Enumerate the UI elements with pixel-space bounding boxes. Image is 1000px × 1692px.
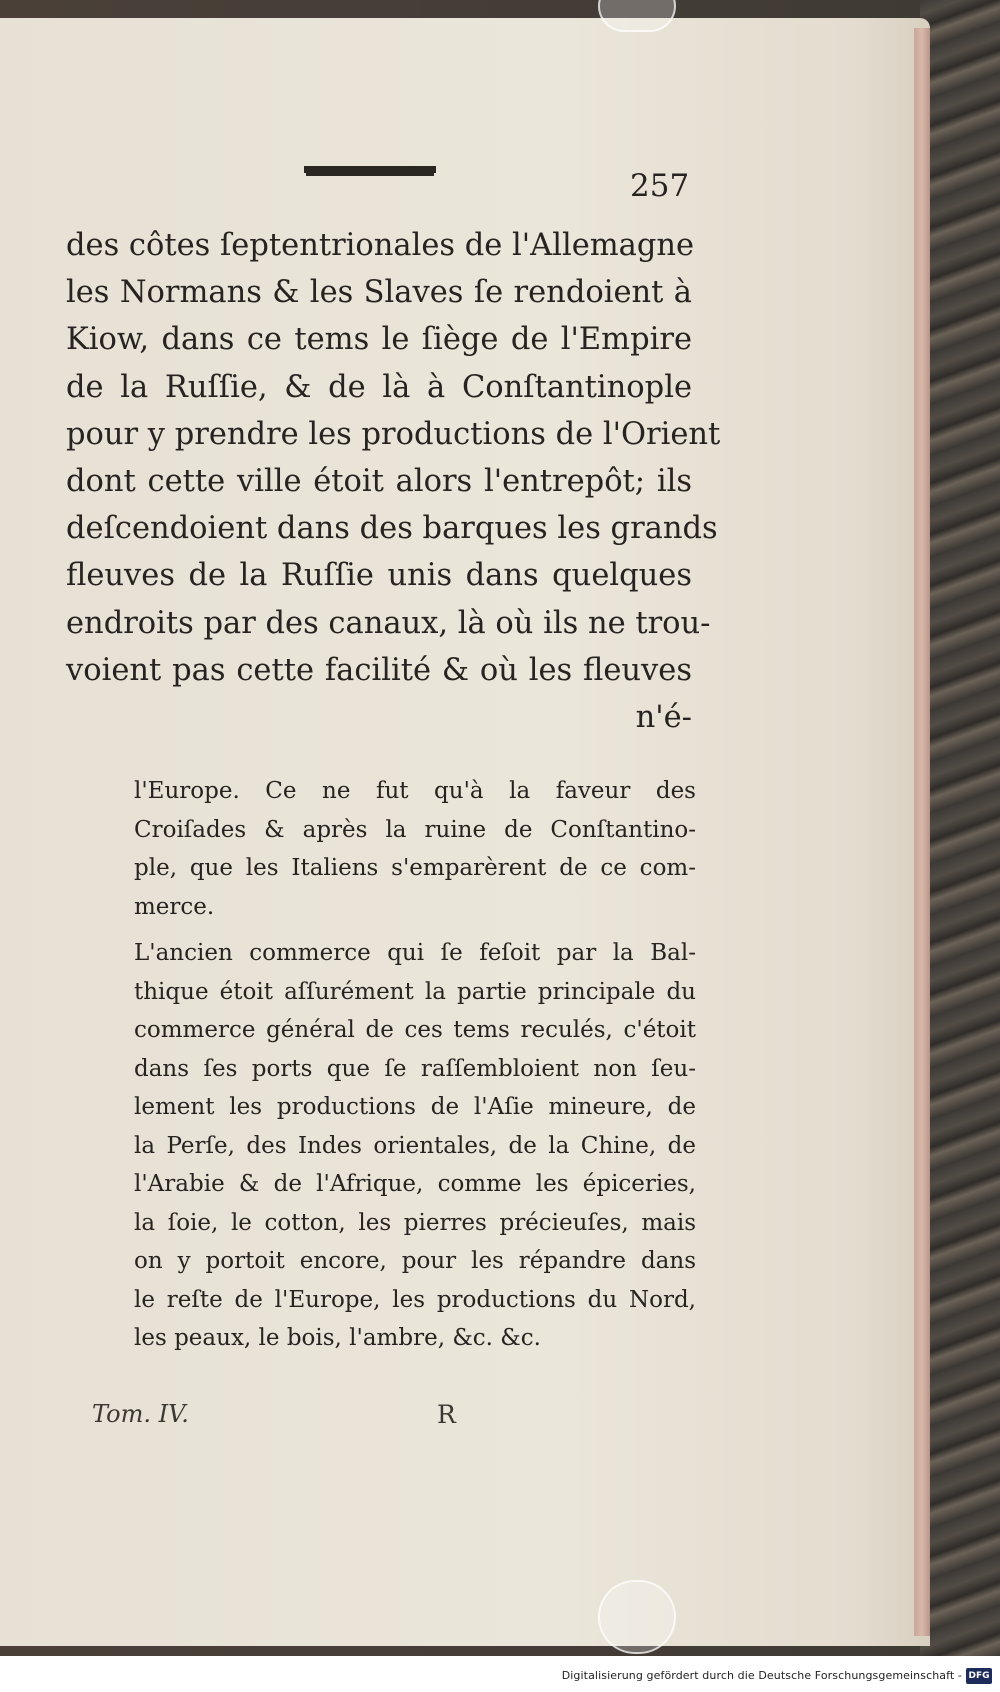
footnote-paragraph-line: la Perſe, des Indes orientales, de la Chine, de — [134, 1132, 696, 1159]
footnote-paragraph-line: les peaux, le bois, l'ambre, &c. &c. — [134, 1325, 541, 1351]
footnote-paragraph-line: l'Arabie & de l'Afrique, comme les épiceries, — [134, 1171, 696, 1197]
footnote-paragraph-line: lement les productions de l'Aſie mineure, de — [134, 1094, 696, 1120]
main-text-line: dont cette ville étoit alors l'entrepôt; ils — [66, 464, 692, 500]
main-text-line: pour y prendre les productions de l'Orient — [66, 416, 721, 452]
footnote-paragraph-line: commerce général de ces tems reculés, c'étoit — [134, 1017, 696, 1043]
credit-bar — [0, 1656, 1000, 1692]
main-text-line: Kiow, dans ce tems le ſiège de l'Empire — [66, 322, 692, 358]
catchword: n'é- — [635, 700, 692, 736]
main-text-line: des côtes ſeptentrionales de l'Allemagne — [66, 228, 695, 263]
footnote-paragraph-line: thique étoit aſſurément la partie principale du — [134, 978, 696, 1005]
footnote-line: Croiſades & après la ruine de Conſtantino- — [134, 816, 696, 843]
footnote-paragraph-line: le reſte de l'Europe, les productions du Nord, — [134, 1286, 696, 1313]
paragraph-gap — [134, 926, 696, 934]
page-edge — [914, 28, 930, 1636]
header-rule — [304, 166, 436, 173]
book-cover-edge — [920, 0, 1000, 1660]
dfg-logo: DFG — [966, 1668, 992, 1684]
digitization-credit: Digitalisierung gefördert durch die Deutsche Forschungsgemeinschaft - — [561, 1669, 962, 1682]
volume-mark: Tom. IV. — [92, 1400, 189, 1428]
signature-letter: R — [437, 1400, 456, 1429]
main-text-line: voient pas cette facilité & où les fleuves — [66, 652, 692, 688]
page-number: 257 — [630, 168, 690, 204]
page-clip-bottom — [598, 1580, 676, 1654]
main-text-line: deſcendoient dans des barques les grands — [66, 511, 718, 547]
footnote-paragraph-line: L'ancien commerce qui ſe feſoit par la Bal- — [134, 940, 696, 966]
main-text-line: de la Ruſſie, & de là à Conſtantinople — [66, 369, 692, 405]
main-text-line: endroits par des canaux, là où ils ne trou- — [66, 605, 711, 641]
footnote-paragraph-line: la ſoie, le cotton, les pierres précieuſes, mais — [134, 1209, 696, 1236]
footnote-line: ple, que les Italiens s'emparèrent de ce com- — [134, 855, 696, 881]
footnote-line: l'Europe. Ce ne fut qu'à la faveur des — [134, 778, 696, 804]
footnote-block — [134, 772, 696, 1358]
main-text-block — [66, 222, 721, 741]
page-clip-top — [598, 0, 676, 32]
footnote-paragraph-line: on y portoit encore, pour les répandre dans — [134, 1248, 696, 1274]
main-text-line: les Normans & les Slaves ſe rendoient à — [66, 275, 692, 311]
main-text-line: fleuves de la Ruſſie unis dans quelques — [66, 558, 692, 594]
footnote-paragraph-line: dans ſes ports que ſe raſſembloient non ſeu- — [134, 1055, 696, 1082]
footnote-line: merce. — [134, 893, 215, 920]
